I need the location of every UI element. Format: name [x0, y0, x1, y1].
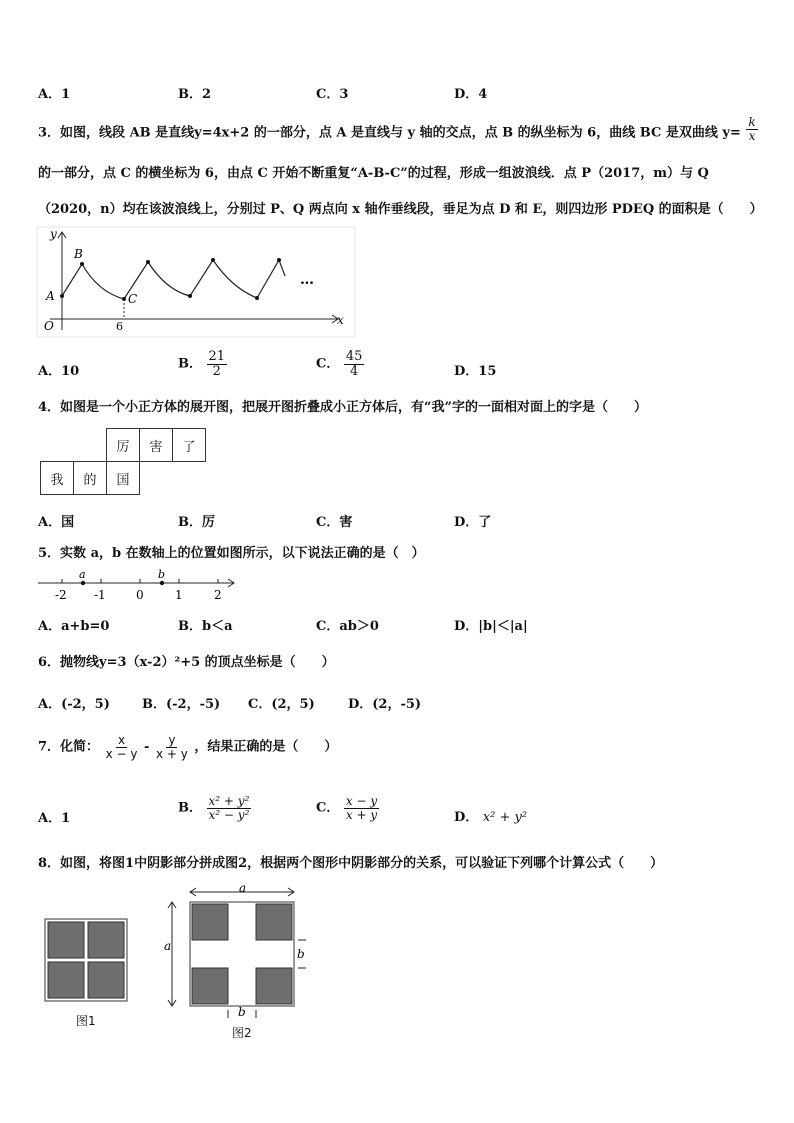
cube-face-top-1: 厉	[107, 429, 140, 462]
q3-option-b-fraction	[207, 350, 228, 378]
point-a	[60, 294, 64, 298]
fig2-caption: 图2	[232, 1026, 252, 1040]
tick-label: 1	[175, 588, 183, 602]
q4-option-b: B．厉	[178, 515, 215, 530]
cube-face-top-2: 害	[140, 429, 173, 462]
tick-label: -1	[94, 588, 106, 602]
q3-frac-denominator: x	[748, 128, 756, 143]
q8-text: 8．如图，将图1中阴影部分拼成图2，根据两个图形中阴影部分的关系，可以验证下列哪个计算公式（ ）	[38, 856, 664, 871]
q2-option-a: A．1	[38, 87, 71, 102]
q4-option-c: C．害	[316, 515, 353, 530]
q7-option-b-fraction	[207, 795, 252, 821]
q7-suffix: ，结果正确的是（ ）	[194, 739, 338, 755]
cube-face-bottom-3: 国	[107, 462, 140, 495]
q5-option-b: B．b＜a	[178, 619, 233, 634]
q7-option-d	[454, 806, 527, 825]
label-six: 6	[116, 320, 123, 333]
fraction-numerator: x² + y²	[208, 794, 250, 808]
q4-option-d: D．了	[454, 515, 492, 530]
q2-option-c: C．3	[316, 87, 349, 102]
label-o: O	[44, 319, 54, 333]
fig1-shaded-square	[48, 962, 84, 998]
fig1-shaded-square	[88, 922, 124, 958]
label-b-bottom: b	[238, 1005, 246, 1019]
q6-text: 6．抛物线y=3（x-2）²+5 的顶点坐标是（ ）	[38, 655, 335, 670]
cube-face-bottom-1: 我	[41, 462, 74, 495]
tick-label: -2	[55, 588, 67, 602]
fraction-denominator: x² − y²	[208, 807, 250, 822]
q2-option-b: B．2	[178, 87, 212, 102]
q3-wave-graph	[36, 226, 356, 338]
x-label: x	[337, 313, 344, 327]
q3-line3: （2020，n）均在该波浪线上，分别过 P、Q 两点向 x 轴作垂线段，垂足为点 D 和 E，则四边形 PDEQ 的面积是（ ）	[38, 202, 763, 217]
q7-fraction-2	[154, 734, 190, 760]
q5-number-line	[36, 568, 242, 604]
fraction-numerator: x − y	[345, 794, 378, 808]
q7-fraction-1	[104, 734, 140, 760]
tick-label: 2	[214, 588, 222, 602]
q3-option-c	[316, 350, 364, 378]
cube-empty-cell	[140, 462, 173, 495]
q3-line2: 的一部分，点 C 的横坐标为 6，由点 C 开始不断重复“A-B-C”的过程，形成一组波浪线．点 P（2017，m）与 Q	[38, 166, 709, 181]
fig2-shaded-square	[256, 968, 292, 1004]
fig1-caption: 图1	[76, 1014, 96, 1028]
fraction-numerator: 45	[345, 349, 363, 364]
label-c: C	[128, 292, 138, 306]
cube-empty-cell	[173, 462, 206, 495]
label-b-right: b	[297, 947, 305, 961]
figure-1	[44, 918, 128, 1002]
label-a: a	[79, 568, 86, 581]
q6-option-d: D．(2，-5)	[348, 697, 422, 712]
fraction-denominator: 4	[350, 363, 359, 379]
cube-face-top-3: 了	[173, 429, 206, 462]
cube-empty-cell	[41, 429, 74, 462]
label-b: b	[158, 568, 166, 581]
fig2-shaded-square	[192, 904, 228, 940]
q5-text: 5．实数 a，b 在数轴上的位置如图所示，以下说法正确的是（ ）	[38, 546, 425, 561]
q7-prefix: 7．化简：	[38, 739, 100, 755]
label-a: A	[46, 289, 55, 303]
q6-option-a: A．(-2，5)	[38, 697, 110, 712]
q3-line1-text: 3．如图，线段 AB 是直线y=4x+2 的一部分，点 A 是直线与 y 轴的交点，点 B 的纵坐标为 6，曲线 BC 是双曲线 y=	[38, 125, 741, 141]
q4-text: 4．如图是一个小正方体的展开图，把展开图折叠成小正方体后，有“我”字的一面相对面上的字是（ ）	[38, 400, 648, 415]
label-b: B	[74, 247, 83, 261]
q7-option-b	[178, 795, 251, 821]
fraction-denominator: x + y	[155, 746, 188, 761]
q7-minus: -	[144, 739, 150, 755]
q2-option-d: D．4	[454, 87, 488, 102]
label-a-top: a	[239, 882, 247, 895]
q7-option-a: A．1	[38, 811, 71, 826]
q6-option-b: B．(-2，-5)	[142, 697, 221, 712]
q5-option-c: C．ab＞0	[316, 619, 379, 634]
q3-frac-numerator: k	[748, 115, 756, 129]
fraction-denominator: x − y	[105, 746, 138, 761]
q7-option-d-expression: x² + y²	[482, 810, 528, 825]
q3-line1	[38, 115, 758, 146]
cube-face-bottom-2: 的	[74, 462, 107, 495]
fraction-numerator: 21	[208, 349, 226, 364]
fig1-shaded-square	[48, 922, 84, 958]
label-a-left: a	[164, 939, 172, 953]
wave-point	[146, 260, 150, 264]
fig2-shaded-square	[192, 968, 228, 1004]
point-a	[81, 581, 85, 585]
q3-option-c-fraction	[344, 350, 365, 378]
q5-option-a: A．a+b=0	[38, 619, 110, 634]
tick-label: 0	[136, 588, 144, 602]
fig2-shaded-square	[256, 904, 292, 940]
cube-empty-cell	[74, 429, 107, 462]
q7-option-c-prefix: C．	[316, 800, 340, 816]
q7-option-c	[316, 795, 379, 821]
q3-hyperbola-fraction	[746, 116, 757, 142]
q6-option-c: C．(2，5)	[248, 697, 315, 712]
wave-point	[211, 258, 215, 262]
q3-option-b-prefix: B．	[178, 356, 202, 372]
q7-option-c-fraction	[344, 795, 379, 821]
fraction-numerator: x	[117, 733, 126, 747]
wave-point	[277, 258, 281, 262]
q7-option-d-prefix: D．	[454, 810, 479, 825]
fig1-shaded-square	[88, 962, 124, 998]
y-label: y	[50, 227, 57, 241]
q5-option-d: D．|b|＜|a|	[454, 619, 528, 634]
wave-curve	[62, 260, 285, 299]
fraction-denominator: 2	[212, 363, 221, 379]
ellipsis: …	[300, 272, 314, 288]
cube-net	[40, 428, 206, 495]
point-b	[160, 581, 164, 585]
figure-2	[160, 882, 310, 1028]
q7-option-b-prefix: B．	[178, 800, 202, 816]
fraction-numerator: y	[168, 733, 176, 747]
fraction-denominator: x + y	[345, 807, 378, 822]
q3-option-b	[178, 350, 227, 378]
q3-option-a: A．10	[38, 364, 80, 379]
q3-option-c-prefix: C．	[316, 356, 340, 372]
q3-option-d: D．15	[454, 364, 497, 379]
point-b	[80, 262, 84, 266]
q7-expression	[38, 734, 337, 760]
wave-point	[255, 296, 259, 300]
wave-point	[188, 294, 192, 298]
q4-option-a: A．国	[38, 515, 75, 530]
